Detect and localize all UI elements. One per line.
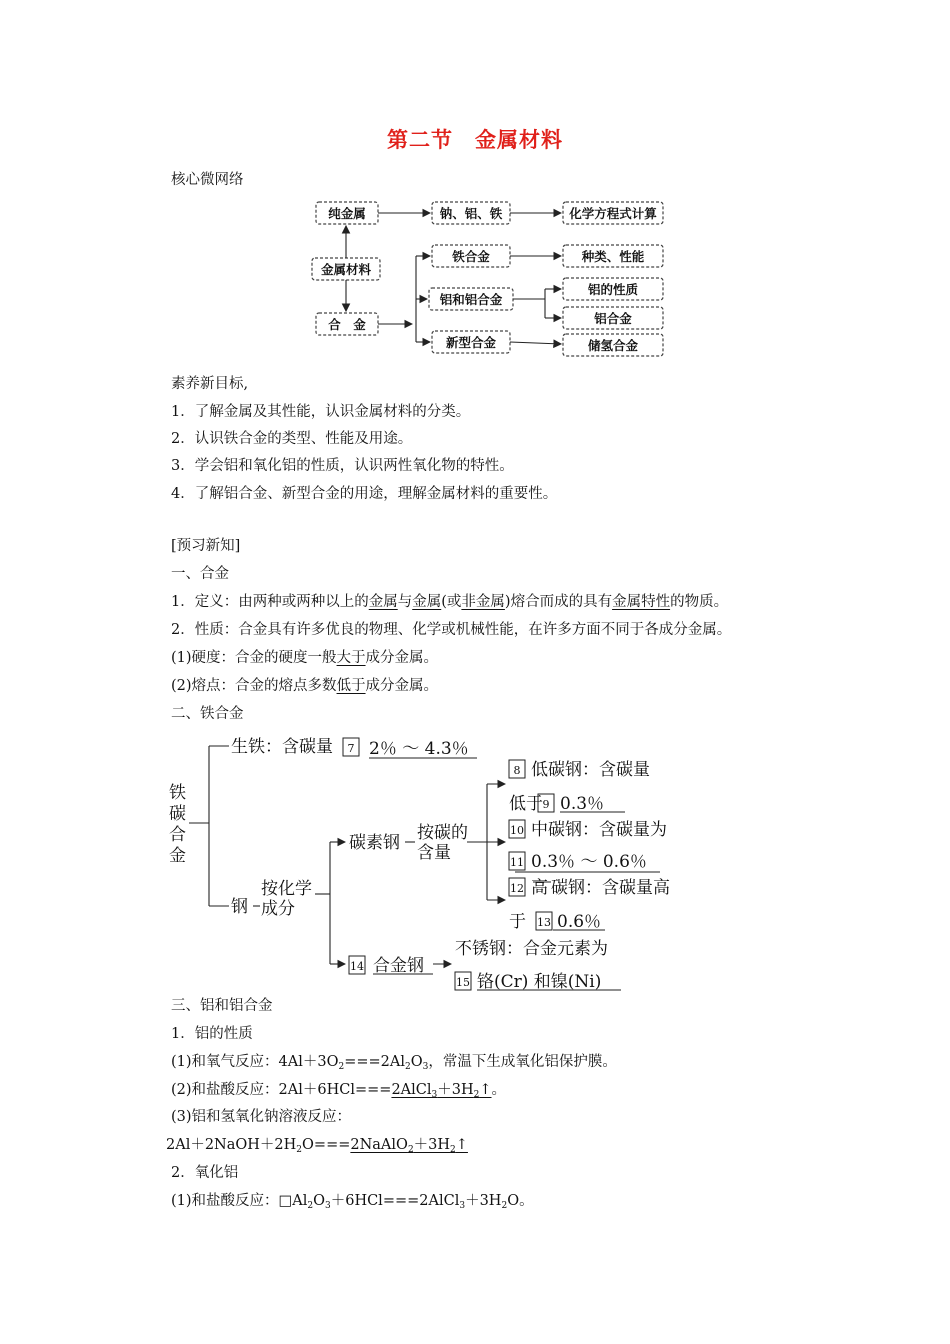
node-calc: 化学方程式计算 bbox=[569, 206, 657, 221]
steel-label: 钢 bbox=[231, 897, 248, 917]
pig-iron-label: 生铁：含碳量 bbox=[231, 737, 333, 757]
blank-num-12: 12 bbox=[510, 882, 524, 895]
alloy-steel-label: 合金钢 bbox=[373, 956, 424, 976]
carbon-steel-label: 碳素钢 bbox=[349, 833, 400, 853]
node-material: 金属材料 bbox=[320, 262, 372, 277]
goal-item-2: 2．认识铁合金的类型、性能及用途。 bbox=[171, 431, 413, 447]
al-naoh-equation: $2Al+2NaOH+2H_2O===2NaAlO_2+3H_2↑$ bbox=[166, 1137, 468, 1155]
high-carbon-value: 0.6％ bbox=[557, 912, 602, 932]
root-char-1: 铁 bbox=[169, 783, 186, 803]
blank-num-9: 9 bbox=[542, 798, 550, 811]
alloy-hardness: (1)硬度：合金的硬度一般大于成分金属。 bbox=[171, 650, 439, 666]
iron-alloy-tree bbox=[165, 728, 695, 996]
mid-carbon-value: 0.3％ ～ 0.6％ bbox=[531, 852, 647, 872]
node-al-alloy: 铝和铝合金 bbox=[439, 292, 503, 307]
root-char-3: 合 bbox=[169, 825, 186, 845]
network-heading: 核心微网络 bbox=[171, 172, 244, 188]
alloy-melting: (2)熔点：合金的熔点多数低于成分金属。 bbox=[171, 678, 439, 694]
node-new-alloy: 新型合金 bbox=[445, 335, 497, 350]
node-al-prop: 铝的性质 bbox=[587, 282, 639, 297]
alumina-hcl-reaction: (1)和盐酸反应：$□Al_2O_3+6HCl===2AlCl_3+3H_2O$。 bbox=[171, 1193, 534, 1211]
al-naoh-heading: (3)铝和氢氧化钠溶液反应： bbox=[171, 1109, 352, 1125]
low-carbon-value: 0.3％ bbox=[560, 794, 605, 814]
blank-num-14: 14 bbox=[350, 960, 364, 973]
node-metals: 钠、铝、铁 bbox=[439, 206, 503, 221]
low-carbon-label: 低碳钢：含碳量 bbox=[531, 760, 650, 780]
blank-num-15: 15 bbox=[456, 976, 470, 989]
al-hcl-reaction: (2)和盐酸反应：$2Al+6HCl===2AlCl_3+3H_2↑$。 bbox=[171, 1082, 507, 1100]
goal-item-3: 3．学会铝和氧化铝的性质，认识两性氧化物的特性。 bbox=[171, 458, 514, 474]
blank-num-10: 10 bbox=[510, 824, 524, 837]
page-title: 第二节 金属材料 bbox=[387, 127, 563, 152]
blank-num-7: 7 bbox=[347, 742, 355, 755]
above-label: 于 bbox=[509, 912, 526, 932]
node-types: 种类、性能 bbox=[581, 249, 645, 264]
node-al-alloy2: 铝合金 bbox=[594, 311, 632, 326]
high-carbon-label: 碳钢：含碳量高 bbox=[551, 878, 670, 898]
goal-item-1: 1．了解金属及其性能，认识金属材料的分类。 bbox=[171, 404, 471, 420]
alumina-heading: 2．氧化铝 bbox=[171, 1165, 239, 1181]
blank-num-8: 8 bbox=[513, 764, 521, 777]
alloy-property: 2．性质：合金具有许多优良的物理、化学或机械性能，在许多方面不同于各成分金属。 bbox=[171, 622, 732, 638]
node-pure-metal: 纯金属 bbox=[328, 206, 366, 221]
al-property-heading: 1．铝的性质 bbox=[171, 1026, 253, 1042]
preview-heading: [预习新知] bbox=[171, 538, 241, 554]
by-chem-line2: 成分 bbox=[261, 899, 295, 919]
cr-ni-value: 铬(Cr) 和镍(Ni) bbox=[477, 972, 602, 992]
stainless-label: 不锈钢：合金元素为 bbox=[455, 939, 608, 959]
blank-num-13: 13 bbox=[537, 916, 551, 929]
node-iron-alloy: 铁合金 bbox=[452, 249, 490, 264]
root-char-2: 碳 bbox=[169, 804, 186, 824]
blank-num-11: 11 bbox=[510, 856, 524, 869]
high-carbon-underlined: 高 bbox=[531, 878, 548, 898]
node-h-alloy: 储氢合金 bbox=[587, 338, 639, 353]
mid-carbon-label: 中碳钢：含碳量为 bbox=[531, 820, 667, 840]
node-alloy: 合 金 bbox=[328, 317, 366, 332]
section3-heading: 三、铝和铝合金 bbox=[171, 998, 273, 1014]
goal-item-4: 4．了解铝合金、新型合金的用途，理解金属材料的重要性。 bbox=[171, 486, 558, 502]
low-than-label: 低于 bbox=[509, 794, 543, 814]
root-char-4: 金 bbox=[169, 846, 186, 866]
pig-iron-value: 2％ ～ 4.3％ bbox=[369, 739, 469, 759]
section1-heading: 一、合金 bbox=[171, 566, 229, 582]
by-carbon-line2: 含量 bbox=[417, 843, 451, 863]
by-carbon-line1: 按碳的 bbox=[417, 823, 468, 843]
alloy-definition: 1．定义：由两种或两种以上的金属与金属(或非金属)熔合而成的具有金属特性的物质。 bbox=[171, 594, 729, 610]
al-oxygen-reaction: (1)和氧气反应：$4Al+3O_2===2Al_2O_3$，常温下生成氧化铝保护膜。 bbox=[171, 1054, 617, 1072]
concept-network-diagram bbox=[300, 192, 680, 362]
by-chem-line1: 按化学 bbox=[261, 879, 312, 899]
goals-heading: 素养新目标, bbox=[171, 376, 249, 392]
section2-heading: 二、铁合金 bbox=[171, 706, 244, 722]
